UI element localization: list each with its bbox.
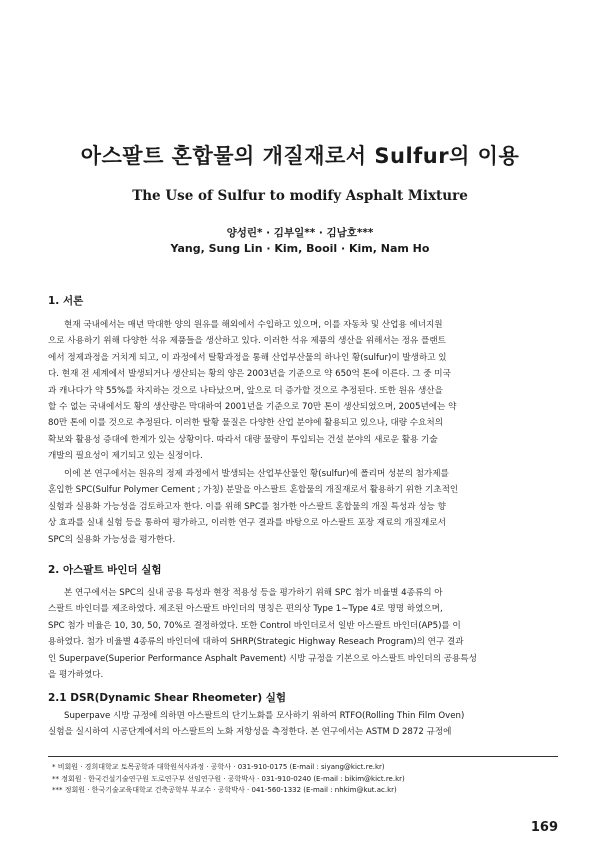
introduction-paragraph-1 <box>48 317 554 465</box>
footnote-1: * 비회원 · 경희대학교 토목공학과 대학원석사과정 · 공학사 · 031-910-0175 (E-mail : siyang@kict.re.kr) <box>52 763 385 771</box>
footnote-divider <box>48 756 558 757</box>
text-line: 확보와 활용성 증대에 한계가 있는 상황이다. 따라서 대량 물량이 투입되는 건설 분야의 새로운 활용 기술 <box>48 434 438 445</box>
text-line: 개발의 필요성이 제기되고 있는 실정이다. <box>48 451 203 462</box>
text-line: SPC의 실용화 가능성을 평가한다. <box>48 534 176 545</box>
authors-english: Yang, Sung Lin · Kim, Booil · Kim, Nam Ho <box>170 242 430 255</box>
text-line: 과 캐나다가 약 55%를 차지하는 것으로 나타났으며, 앞으로 더 증가할 것으로 추정된다. 또한 원유 생산을 <box>48 385 443 396</box>
text-line: 용하였다. 첨가 비율별 4종류의 바인더에 대하여 SHRP(Strategic Highway Reseach Program)의 연구 결과 <box>48 637 464 648</box>
footnote-2: ** 정회원 · 한국건설기술연구원 도로연구부 선임연구원 · 공학박사 · 031-910-0240 (E-mail : bikim@kict.re.kr) <box>52 774 405 783</box>
paper-title-english: The Use of Sulfur to modify Asphalt Mixture <box>132 188 468 204</box>
binder-test-paragraph <box>48 585 554 683</box>
page-number: 169 <box>530 820 558 835</box>
text-line: 에서 정제과정을 거치게 되고, 이 과정에서 탈황과정을 통해 산업부산물의 하나인 황(sulfur)이 발생하고 있 <box>48 352 447 363</box>
section-heading-binder-test: 2. 아스팔트 바인더 실험 <box>48 564 162 576</box>
text-line: 본 연구에서는 SPC의 실내 공용 특성과 현장 적용성 등을 평가하기 위해 SPC 첨가 비율별 4종류의 아 <box>64 588 443 598</box>
introduction-paragraph-2 <box>48 466 554 548</box>
text-line: SPC 첨가 비율은 10, 30, 50, 70%로 결정하였다. 또한 Control 바인더로서 일반 아스팔트 바인더(AP5)를 이 <box>48 620 461 631</box>
text-line: 스팔트 바인더를 제조하였다. 제조된 아스팔트 바인더의 명칭은 편의상 Type 1∼Type 4로 명명 하였으며, <box>48 604 443 615</box>
text-line: 상 효과를 실내 실험 등을 통하여 평가하고, 이러한 연구 결과를 바탕으로 아스팔트 포장 재료의 개질재로서 <box>48 518 446 529</box>
text-line: 을 평가하였다. <box>48 670 104 681</box>
text-line: 할 수 없는 국내에서도 황의 생산량은 막대하여 2001년을 기준으로 70만 톤이 생산되었으며, 2005년에는 약 <box>48 402 457 413</box>
text-line: 혼입한 SPC(Sulfur Polymer Cement ; 가칭) 분말을 아스팔트 혼합물의 개질재로서 활용하기 위한 기초적인 <box>48 485 459 496</box>
subsection-heading-dsr: 2.1 DSR(Dynamic Shear Rheometer) 실험 <box>48 692 287 704</box>
text-line: 이에 본 연구에서는 원유의 정제 과정에서 발생되는 산업부산물인 황(sulfur)에 폴리머 성분의 첨가제를 <box>64 469 449 479</box>
text-line: 실험과 실용화 가능성을 검토하고자 한다. 이를 위해 SPC를 첨가한 아스팔트 혼합물의 개질 특성과 성능 향 <box>48 501 446 512</box>
section-heading-introduction: 1. 서론 <box>48 295 84 307</box>
text-line: 80만 톤에 이를 것으로 추정된다. 이러한 탈황 물질은 다양한 산업 분야에 활용되고 있으나, 대량 수요처의 <box>48 418 444 429</box>
text-line: 다. 현재 전 세계에서 발생되거나 생산되는 황의 양은 2003년을 기준으로 약 650억 톤에 이른다. 그 중 미국 <box>48 369 451 380</box>
text-line: 인 Superpave(Superior Performance Asphalt Pavement) 시방 규정을 기본으로 아스팔트 바인더의 공용특성 <box>48 653 477 664</box>
paper-title-korean: 아스팔트 혼합물의 개질재로서 Sulfur의 이용 <box>80 144 520 168</box>
text-line: Superpave 시방 규정에 의하면 아스팔트의 단기노화를 모사하기 위하여 RTFO(Rolling Thin Film Oven) <box>64 711 465 721</box>
authors-korean: 양성린* · 김부일** · 김남호*** <box>226 227 374 239</box>
footnote-3: *** 정회원 · 한국기술교육대학교 건축공학부 부교수 · 공학박사 · 041-560-1332 (E-mail : nhkim@kut.ac.kr) <box>52 786 397 794</box>
dsr-paragraph <box>48 708 554 741</box>
footnotes <box>52 762 558 797</box>
text-line: 으로 사용하기 위해 다양한 석유 제품들을 생산하고 있다. 이러한 석유 제품의 생산을 위해서는 정유 플랜트 <box>48 336 446 347</box>
text-line: 실험을 실시하여 시공단계에서의 아스팔트의 노화 저항성을 측정한다. 본 연구에서는 ASTM D 2872 규정에 <box>48 727 452 738</box>
text-line: 현재 국내에서는 매년 막대한 양의 원유를 해외에서 수입하고 있으며, 이를 자동차 및 산업용 에너지원 <box>64 320 443 330</box>
